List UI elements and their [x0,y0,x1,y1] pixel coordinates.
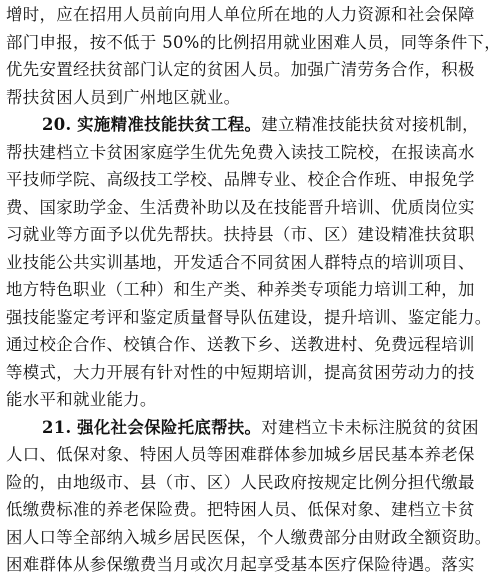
section-20-line-6: 地方特色职业（工种）和生产类、种养类专项能力培训工种，加 [6,280,475,299]
section-20-number: 20. [42,115,72,134]
section-20-heading: 实施精准技能扶贫工程。 [77,115,262,134]
section-20-line-4: 习就业等方面予以优先帮扶。扶持县（市、区）建设精准扶贫职 [6,225,475,244]
para1-line-3: 优先安置经扶贫部门认定的贫困人员。加强广清劳务合作，积极 [6,60,475,79]
section-21-line-1: 人口、低保对象、特困人员等困难群体参加城乡居民基本养老保 [6,445,475,464]
section-20-line-7: 强技能鉴定考评和鉴定质量督导队伍建设，提升培训、鉴定能力。 [6,308,492,327]
section-21-line-2: 险的，由地级市、县（市、区）人民政府按规定比例分担代缴最 [6,473,475,492]
section-20-line-9: 等模式，大力开展有针对性的中短期培训，提高贫困劳动力的技 [6,363,475,382]
section-20-first-line-rest: 建立精准技能扶贫对接机制， [261,115,479,134]
section-21-heading: 强化社会保险托底帮扶。 [77,418,262,437]
section-21-first-line [42,415,479,441]
section-20-line-8: 通过校企合作、校镇合作、送教下乡、送教进村、免费远程培训 [6,335,475,354]
para1-line-2: 部门申报，按不低于 50%的比例招用就业困难人员，同等条件下， [6,33,501,52]
section-21-line-3: 低缴费标准的养老保险费。把特困人员、低保对象、建档立卡贫 [6,500,475,519]
section-20-line-3: 费、国家助学金、生活费补助以及在技能晋升培训、优质岗位实 [6,198,475,217]
section-20-line-1: 帮扶建档立卡贫困家庭学生优先免费入读技工院校，在报读高水 [6,143,475,162]
para1-line-4: 帮扶贫困人员到广州地区就业。 [6,88,241,107]
section-20-first-line [42,112,479,138]
para1-line-1: 增时，应在招用人员前向用人单位所在地的人力资源和社会保障 [6,5,475,24]
section-20-line-2: 平技师学院、高级技工学校、品牌专业、校企合作班、申报免学 [6,170,475,189]
section-21-first-line-rest: 对建档立卡未标注脱贫的贫困 [261,418,479,437]
section-21-number: 21. [42,418,72,437]
section-20-line-10: 能水平和就业能力。 [6,390,157,409]
section-21-line-5: 困难群体从参保缴费当月或次月起享受基本医疗保险待遇。落实 [6,555,475,574]
section-20-line-5: 业技能公共实训基地，开发适合不同贫困人群特点的培训项目、 [6,253,475,272]
section-21-line-4: 困人口等全部纳入城乡居民医保，个人缴费部分由财政全额资助。 [6,528,492,547]
